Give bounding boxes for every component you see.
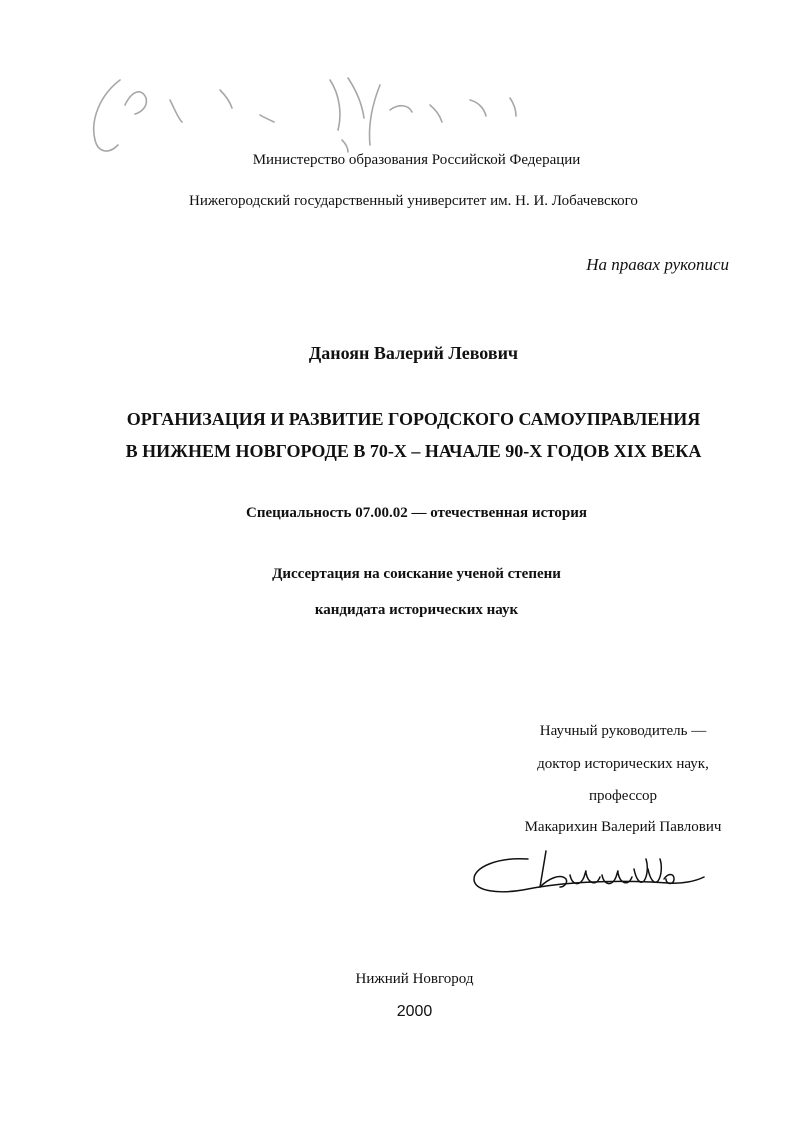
supervisor-degree: доктор исторических наук, (537, 756, 709, 772)
manuscript-note: На правах рукописи (586, 255, 729, 274)
supervisor-name: Макарихин Валерий Павлович (524, 819, 722, 835)
publication-year: 2000 (396, 1003, 433, 1020)
thesis-title-line-2: В НИЖНЕМ НОВГОРОДЕ В 70-Х – НАЧАЛЕ 90-Х ГОДОВ XIX ВЕКА (125, 441, 702, 461)
supervisor-role: Научный руководитель — (539, 723, 707, 739)
handwritten-signature (468, 845, 708, 905)
city-name: Нижний Новгород (355, 971, 474, 987)
ministry-name: Министерство образования Российской Федерации (252, 152, 581, 168)
author-name: Даноян Валерий Левович (308, 343, 519, 363)
university-name: Нижегородский государственный университет им. Н. И. Лобачевского (189, 193, 638, 209)
supervisor-title: профессор (588, 788, 658, 804)
degree-line-1: Диссертация на соискание ученой степени (272, 566, 561, 582)
specialty-line: Специальность 07.00.02 — отечественная история (245, 505, 587, 521)
thesis-title-line-1: ОРГАНИЗАЦИЯ И РАЗВИТИЕ ГОРОДСКОГО САМОУПРАВЛЕНИЯ (126, 409, 701, 429)
degree-line-2: кандидата исторических наук (314, 602, 519, 618)
